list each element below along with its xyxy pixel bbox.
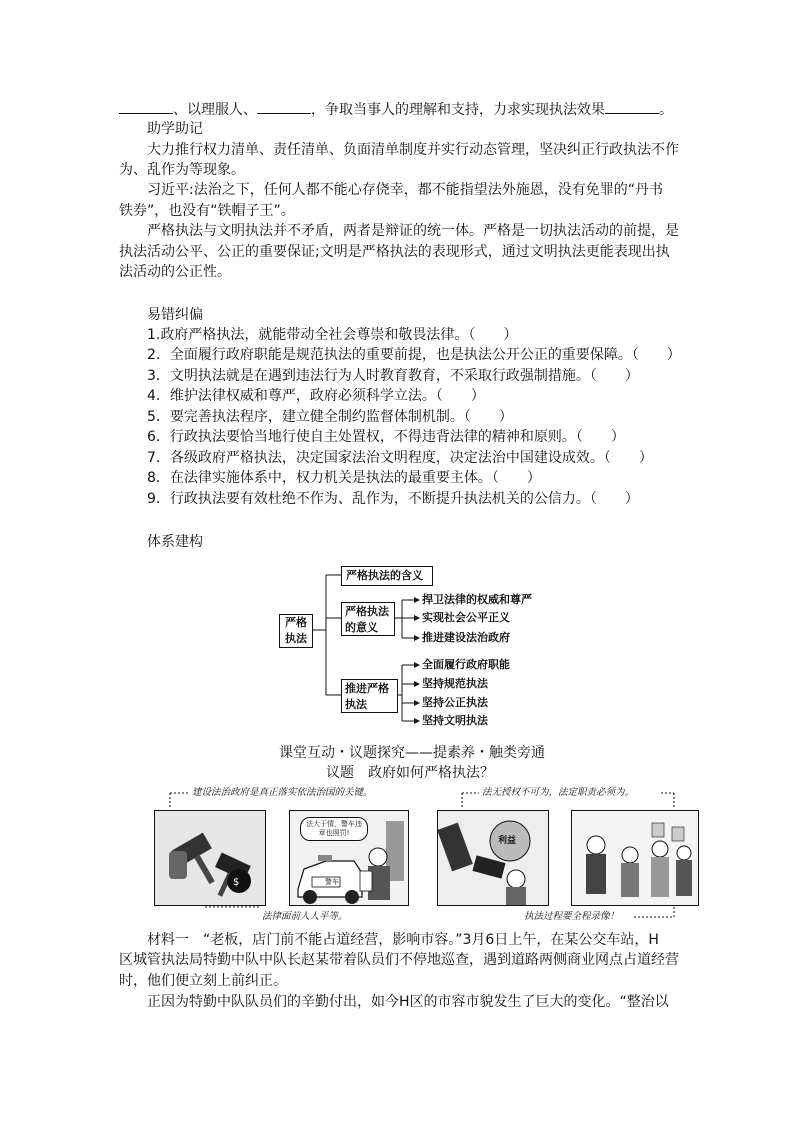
diagram-leaf: 实现社会公平正义 — [422, 611, 510, 624]
errors-title: 易错纠偏 — [147, 307, 203, 323]
help-notes-title: 助学助记 — [147, 121, 203, 137]
diagram-leaf: 捍卫法律的权威和尊严 — [422, 593, 532, 606]
help-notes-p3-l1: 严格执法与文明执法并不矛盾，两者是辩证的统一体。严格是一切执法活动的前提，是 — [147, 223, 679, 239]
class-title: 课堂互动・议题探究——提素养・触类旁通 — [279, 745, 545, 761]
caption-top-right: 法无授权不可为，法定职责必须为。 — [482, 787, 635, 798]
material-l1: 材料一 “老板，店门前不能占道经营，影响市容。”3月6日上午，在某公交车站，H — [147, 932, 659, 948]
error-item-2: 2．全面履行政府职能是规范执法的重要前提，也是执法公开公正的重要保障。（ ） — [147, 347, 681, 363]
caption-bottom-right: 执法过程要全程录像！ — [524, 911, 620, 922]
diagram-branch-promote-label: 推进严格执法 — [345, 682, 389, 711]
diagram-leaf: 推进建设法治政府 — [422, 631, 510, 644]
error-item-9: 9．行政执法要有效杜绝不作为、乱作为，不断提升执法机关的公信力。（ ） — [147, 491, 639, 507]
svg-text:$: $ — [233, 877, 240, 888]
fill-text-1: 、以理服人、 — [173, 102, 257, 118]
car-label: 警车 — [325, 878, 339, 886]
fill-text-2: ，争取当事人的理解和支持，力求实现执法效果 — [311, 102, 605, 118]
cartoon-panel-2 — [289, 810, 409, 906]
topic-title: 议题 政府如何严格执法？ — [326, 765, 494, 781]
benefit-icon — [438, 811, 549, 906]
help-notes-p1-l1: 大力推行权力清单、责任清单、负面清单制度并实行动态管理，坚决纠正行政执法不作 — [147, 142, 679, 158]
help-notes-p1-l2: 为、乱作为等现象。 — [119, 162, 245, 178]
diagram-branch-significance-label: 严格执法的意义 — [345, 605, 389, 634]
error-item-6: 6．行政执法要恰当地行使自主处置权，不得违背法律的精神和原则。（ ） — [147, 429, 625, 445]
help-notes-p2-l2: 铁券”，也没有“铁帽子王”。 — [119, 203, 295, 219]
fill-text-3: 。 — [659, 102, 673, 118]
cartoon-panel-3 — [437, 810, 549, 906]
help-notes-p3-l2: 执法活动公平、公正的重要保证;文明是严格执法的表现形式，通过文明执法更能表现出执 — [119, 244, 670, 260]
speech-bubble: 法大于情，警车违章也照罚! — [300, 817, 368, 841]
error-item-5: 5．要完善执法程序，建立健全制约监督体制机制。（ ） — [147, 409, 513, 425]
error-item-7: 7．各级政府严格执法，决定国家法治文明程度，决定法治中国建设成效。（ ） — [147, 450, 653, 466]
error-item-8: 8．在法律实施体系中，权力机关是执法的最重要主体。（ ） — [147, 470, 541, 486]
diagram-leaf: 坚持规范执法 — [422, 677, 488, 690]
help-notes-p2-l1: 习近平:法治之下，任何人都不能心存侥幸，都不能指望法外施恩，没有免罪的“丹书 — [147, 182, 663, 198]
system-title: 体系建构 — [147, 534, 203, 550]
benefit-sign: 利益 — [498, 836, 517, 846]
error-item-3: 3．文明执法就是在遇到违法行为人时教育教育，不采取行政强制措施。（ ） — [147, 368, 639, 384]
cartoon-panel-1 — [154, 810, 266, 906]
crowd-icon — [572, 811, 699, 906]
material-l2: 区城管执法局特勤中队中队长赵某带着队员们不停地巡查，遇到道路两侧商业网点占道经营 — [119, 952, 679, 968]
caption-bottom-left: 法律面前人人平等。 — [262, 911, 348, 922]
diagram-leaf: 坚持文明执法 — [422, 714, 488, 727]
error-item-1: 1.政府严格执法，就能带动全社会尊崇和敬畏法律。（ ） — [147, 327, 518, 343]
help-notes-p3-l3: 法活动的公正性。 — [119, 264, 231, 280]
caption-top-left: 建设法治政府是真正落实依法治国的关键。 — [192, 787, 373, 798]
cartoon-panel-4 — [571, 810, 699, 906]
material-l3: 时，他们便立刻上前纠正。 — [119, 973, 287, 989]
error-item-4: 4．维护法律权威和尊严，政府必须科学立法。（ ） — [147, 388, 485, 404]
diagram-branch-meaning-label: 严格执法的含义 — [346, 569, 423, 582]
diagram-leaf: 全面履行政府职能 — [422, 658, 510, 671]
diagram-root-label: 严格执法 — [285, 616, 307, 645]
gavel-icon — [155, 811, 266, 906]
material-l4: 正因为特勤中队队员们的辛勤付出，如今H区的市容市貌发生了巨大的变化。“整治以 — [147, 994, 669, 1010]
diagram-leaf: 坚持公正执法 — [422, 696, 488, 709]
